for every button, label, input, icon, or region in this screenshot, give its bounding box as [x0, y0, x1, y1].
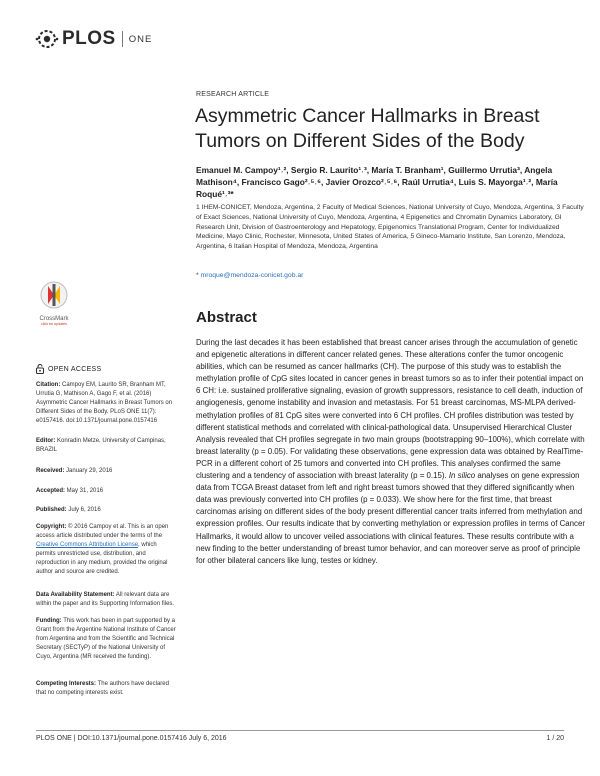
- received-date: January 29, 2016: [64, 468, 113, 474]
- abstract-part-2: analyses on gene expression data from TCGA Breast dataset from left and right breast tumors showed that they differed significantly when data was previously converted into CH profiles (p = 0.033). We show here for the first time, that breast carcinomas arising on different sides of the body present differential cancer traits inferred from methylation and expression profiles. Our results indicate that by converting methylation or expression profiles in terms of Cancer Hallmarks, it would allow to uncover veiled associations with clinical features. These results contribute with a new finding to the better understanding of breast tumor behavior, and can moreover serve as proof of principle for other bilateral cancers like lung, testes or kidney.: [196, 471, 586, 565]
- logo-subtext: ONE: [128, 33, 153, 45]
- copyright-block: [36, 523, 176, 577]
- logo-divider: [122, 31, 123, 47]
- plos-logo-icon: [34, 28, 60, 50]
- competing-interests-block: [36, 680, 176, 698]
- citation-text: Campoy EM, Laurito SR, Branham MT, Urrutia G, Mathison A, Gago F, et al. (2016) Asymmetric Cancer Hallmarks in Breast Tumors on Different Sides of the Body. PLoS ONE 11(7): e0157416. doi:10.1371/journal.pone.0157416: [36, 382, 173, 424]
- open-access-badge: [36, 364, 101, 374]
- email-star: *: [196, 272, 199, 279]
- accepted-date: May 31, 2016: [65, 488, 104, 494]
- published-label: Published:: [36, 507, 67, 513]
- competing-interests-label: Competing Interests:: [36, 681, 97, 687]
- data-availability-block: [36, 591, 176, 609]
- article-type: RESEARCH ARTICLE: [196, 91, 270, 98]
- license-link[interactable]: Creative Commons Attribution License: [36, 542, 139, 548]
- page-number: 1 / 20: [546, 735, 564, 742]
- open-lock-icon: [36, 364, 44, 374]
- abstract-part-1: During the last decades it has been established that breast cancer arises through the accumulation of genetic and epigenetic alterations in different cancer related genes. These alterations confer the tumor oncogenic abilities, which can be resumed as cancer hallmarks (CH). The purpose of this study was to establish the methylation profile of CpG sites located in cancer genes in breast tumors so as to infer their potential impact on 6 CH: i.e. sustained proliferative signaling, evasion of growth suppressors, resistance to cell death, induction of angiogenesis, genome instability and invasion and metastasis. For 51 breast carcinomas, MS-MLPA derived-methylation profiles of 81 CpG sites were converted into 6 CH profiles. CH profiles distribution was tested by different statistical methods and correlated with clinical-pathological data. Unsupervised Hierarchical Cluster Analysis revealed that CH profiles segregate in two main groups (bootstrapping 90–100%), which correlate with breast laterality (p = 0.05). For validating these observations, gene expression data was obtained by RealTime-PCR in a different cohort of 25 tumors and converted into CH profiles. This analyses confirmed the same clustering and a tendency of association with breast laterality (p = 0.15).: [196, 338, 585, 481]
- received-block: [36, 467, 176, 476]
- abstract-heading: Abstract: [196, 309, 257, 326]
- copyright-text-b: , which permits unrestricted use, distribution, and reproduction in any medium, provided the original author and source are credited.: [36, 542, 168, 575]
- accepted-block: [36, 487, 176, 496]
- email-address[interactable]: mroque@mendoza-conicet.gob.ar: [200, 272, 304, 279]
- funding-text: This work has been in part supported by a Grant from the Argentine National Institute of Cancer from Argentina and from the Scientific and Technical Secretary (SECTyP) of the National University of Cuyo, Argentina (MR received the funding).: [36, 618, 176, 660]
- published-block: [36, 506, 176, 515]
- footer-citation: PLOS ONE | DOI:10.1371/journal.pone.0157416 July 6, 2016: [36, 735, 227, 742]
- data-availability-text: All relevant data are within the paper and its Supporting Information files.: [36, 592, 175, 607]
- accepted-label: Accepted:: [36, 488, 66, 494]
- copyright-text-a: © 2016 Campoy et al. This is an open access article distributed under the terms of the: [36, 524, 169, 539]
- crossmark-label: CrossMark: [39, 316, 69, 322]
- abstract-italic: In silico: [448, 471, 476, 481]
- plos-logo[interactable]: [34, 28, 152, 50]
- crossmark-icon: [36, 280, 72, 310]
- received-label: Received:: [36, 468, 65, 474]
- funding-label: Funding:: [36, 618, 62, 624]
- citation-block: [36, 381, 176, 426]
- copyright-label: Copyright:: [36, 524, 67, 530]
- article-title: Asymmetric Cancer Hallmarks in Breast Tumors on Different Sides of the Body: [195, 105, 540, 152]
- logo-text: PLOS: [62, 28, 116, 49]
- data-availability-label: Data Availability Statement:: [36, 592, 115, 598]
- corresponding-email[interactable]: [196, 272, 303, 279]
- editor-label: Editor:: [36, 438, 56, 444]
- editor-block: [36, 437, 176, 455]
- crossmark-sublabel: click for updates: [41, 322, 67, 326]
- affiliations: 1 IHEM-CONICET, Mendoza, Argentina, 2 Faculty of Medical Sciences, National University of Cuyo, Mendoza, Argentina, 3 Faculty of Exact Sciences, National University of Cuyo, Mendoza, Argentina, 4 Epigenetics and Chromatin Dynamics Laboratory, GI Research Unit, Division of Gastroenterology and Hepatology, Epigenomics Translational Program, Center for Individualized Medicine, Mayo Clinic, Rochester, Minnesota, United States of America, 5 Gineco-Mamario Institute, San Lorenzo, Mendoza, Argentina, 6 Italian Hospital of Mendoza, Mendoza, Argentina: [196, 204, 584, 251]
- abstract-text: [196, 337, 586, 567]
- editor-text: Konradin Metze, University of Campinas, BRAZIL: [36, 438, 166, 453]
- author-list: Emanuel M. Campoy¹˒², Sergio R. Laurito¹˒³, María T. Branham¹, Guillermo Urrutia³, Angela Mathison⁴, Francisco Gago²˒⁵˒⁶, Javier Orozco²˒⁵˒⁶, Raúl Urrutia⁴, Luis S. Mayorga¹˒², María Roqué¹˒³*: [196, 165, 558, 199]
- footer-divider: [36, 730, 564, 731]
- funding-block: [36, 617, 176, 662]
- published-date: July 6, 2016: [66, 507, 101, 513]
- open-access-label: OPEN ACCESS: [48, 365, 102, 373]
- citation-label: Citation:: [36, 382, 61, 388]
- crossmark-badge[interactable]: [36, 280, 72, 326]
- competing-interests-text: The authors have declared that no competing interests exist.: [36, 681, 169, 696]
